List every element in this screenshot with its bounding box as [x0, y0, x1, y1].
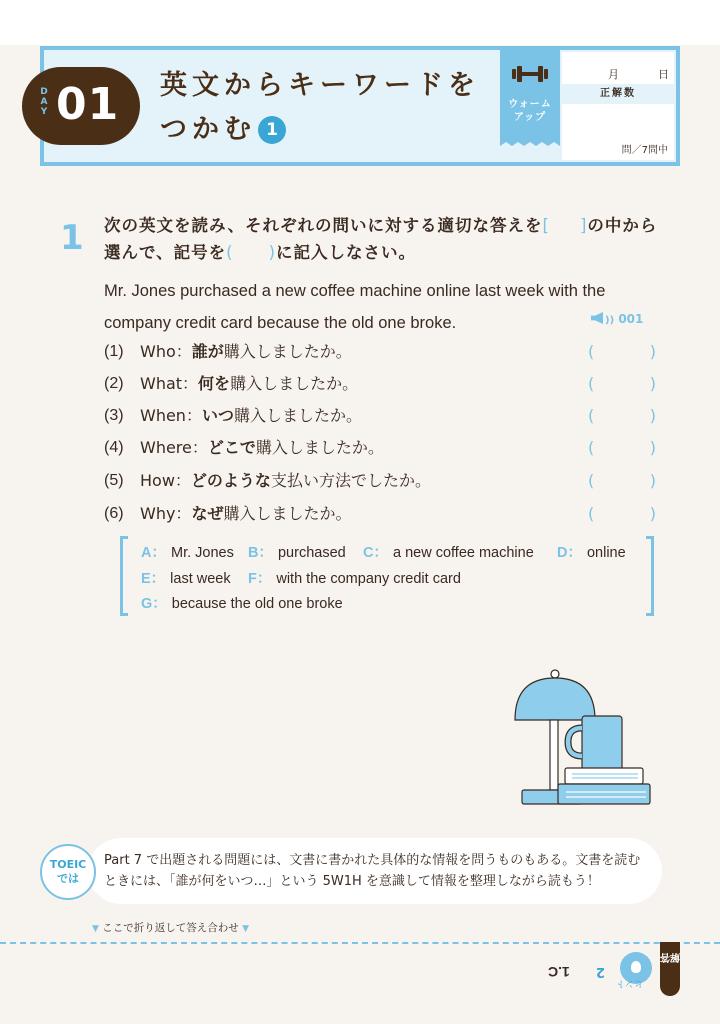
item-text: [140, 502, 351, 526]
question-number: 1: [60, 218, 84, 258]
option-item: [557, 541, 626, 562]
hint-label: ヒント: [616, 978, 644, 988]
instruction-paren: ( ): [226, 243, 277, 262]
item-keyword: いつ: [201, 406, 234, 425]
question-instruction: [104, 212, 664, 266]
option-text: online: [586, 545, 626, 561]
day-of-month-label: 日: [658, 68, 669, 81]
item-number: (4): [104, 439, 124, 456]
item-keyword: どのような: [190, 471, 271, 490]
option-item: [141, 541, 234, 562]
option-item: [248, 567, 461, 588]
answer-close: ): [649, 406, 656, 425]
option-key: F：: [248, 571, 272, 587]
answer-close: ): [649, 342, 656, 361]
option-key: E：: [141, 571, 166, 587]
bracket-open: [: [542, 216, 550, 235]
score-count: 問／7問中: [621, 145, 668, 156]
answer-text: 1.C: [548, 964, 570, 980]
option-text: because the old one broke: [171, 596, 343, 612]
item-text: [140, 340, 352, 364]
answer-options-box: [120, 537, 654, 613]
dumbbell-icon: [510, 64, 550, 84]
item-number: (1): [104, 343, 124, 360]
english-passage: Mr. Jones purchased a new coffee machine online last week with the company credit card because the old one broke.: [104, 282, 606, 332]
question-item: [104, 372, 656, 396]
question-item: [104, 469, 656, 493]
option-key: A：: [141, 545, 166, 561]
item-number: (5): [104, 472, 124, 489]
item-prefix: What：: [140, 374, 199, 393]
title-line2: [160, 108, 500, 152]
answer-close: ): [649, 471, 656, 490]
question-item: [104, 340, 656, 364]
instruction-pre: 次の英文を読み、それぞれの問いに対する適切な答えを: [104, 216, 543, 235]
answer-number: 2: [596, 964, 606, 979]
option-text: last week: [170, 571, 231, 587]
audio-track-number: 001: [618, 312, 644, 326]
item-rest: 購入しましたか。: [230, 374, 359, 393]
option-key: C：: [363, 545, 388, 561]
title-badge: 1: [258, 116, 286, 144]
score-field[interactable]: [562, 104, 674, 160]
item-prefix: How：: [140, 471, 191, 490]
instruction-mid: の中から選んで、記号を: [104, 216, 658, 262]
day-number: 01: [56, 79, 120, 130]
desk-lamp-illustration: [510, 668, 660, 810]
page-title: [160, 64, 500, 152]
option-text: Mr. Jones: [170, 545, 234, 561]
warmup-label: ウォーム アップ: [508, 99, 552, 123]
speaker-icon: [591, 312, 603, 324]
day-label: DAY: [40, 87, 48, 117]
day-badge: [22, 67, 140, 145]
item-prefix: Who：: [140, 342, 192, 361]
answer-open: (: [588, 406, 595, 425]
option-key: D：: [557, 545, 582, 561]
item-text: [140, 436, 384, 460]
fold-instruction: [92, 920, 249, 935]
fold-dashed-line: [0, 942, 720, 944]
option-key: B：: [248, 545, 273, 561]
audio-track[interactable]: )) 001: [591, 312, 643, 326]
answer-strip: [540, 952, 690, 998]
answer-tab: [660, 942, 680, 996]
option-item: [363, 541, 534, 562]
item-rest: 購入しましたか。: [233, 406, 362, 425]
answer-open: (: [588, 471, 595, 490]
score-label: 正解数: [600, 88, 636, 99]
item-keyword: どこで: [207, 438, 256, 457]
toeic-badge-line1: TOEIC: [49, 858, 87, 871]
item-number: (3): [104, 407, 124, 424]
question-item: [104, 502, 656, 526]
option-text: purchased: [277, 545, 346, 561]
option-item: [248, 541, 346, 562]
month-label: 月: [608, 68, 619, 81]
item-prefix: Where：: [140, 438, 208, 457]
option-text: with the company credit card: [276, 571, 461, 587]
answer-close: ): [649, 374, 656, 393]
item-number: (6): [104, 505, 124, 522]
title-line2-text: つかむ: [160, 114, 256, 145]
answer-open: (: [588, 438, 595, 457]
option-text: a new coffee machine: [392, 545, 534, 561]
item-rest: 購入しましたか。: [223, 342, 352, 361]
instruction-post: に記入しなさい。: [276, 243, 417, 262]
item-keyword: 何を: [198, 374, 231, 393]
fold-text: ここで折り返して答え合わせ: [102, 922, 239, 934]
item-keyword: 誰が: [191, 342, 224, 361]
answer-open: (: [588, 374, 595, 393]
answer-tab-label: 解答: [660, 951, 680, 962]
option-key: G：: [141, 596, 167, 612]
date-field[interactable]: [562, 52, 674, 84]
option-item: [141, 567, 231, 588]
toeic-badge-line2: では: [57, 872, 79, 885]
answer-close: ): [649, 438, 656, 457]
question-item: [104, 404, 656, 428]
answer-open: (: [588, 504, 595, 523]
item-prefix: Why：: [140, 504, 192, 523]
triangle-down-icon: ▼: [242, 924, 250, 934]
item-text: [140, 469, 431, 493]
item-rest: 購入しましたか。: [223, 504, 352, 523]
item-keyword: なぜ: [191, 504, 224, 523]
warmup-badge: [500, 50, 560, 150]
item-rest: 支払い方法でしたか。: [270, 471, 431, 490]
item-rest: 購入しましたか。: [255, 438, 384, 457]
zigzag-decoration: [500, 142, 560, 152]
option-item: [141, 592, 343, 613]
question-item: [104, 436, 656, 460]
score-panel: [562, 50, 676, 162]
tip-box: Part 7 で出題される問題には、文書に書かれた具体的な情報を問うものもある。文書を読むときには、「誰が何をいつ…」という 5W1H を意識して情報を整理しながら読もう！: [88, 838, 662, 904]
item-prefix: When：: [140, 406, 202, 425]
toeic-badge: [40, 844, 96, 900]
bracket-close: ]: [579, 216, 588, 235]
triangle-down-icon: ▼: [92, 924, 99, 934]
answer-close: ): [649, 504, 656, 523]
item-text: [140, 404, 362, 428]
item-number: (2): [104, 375, 124, 392]
answer-open: (: [588, 342, 595, 361]
title-line1: 英文からキーワードを: [160, 70, 480, 101]
item-text: [140, 372, 358, 396]
